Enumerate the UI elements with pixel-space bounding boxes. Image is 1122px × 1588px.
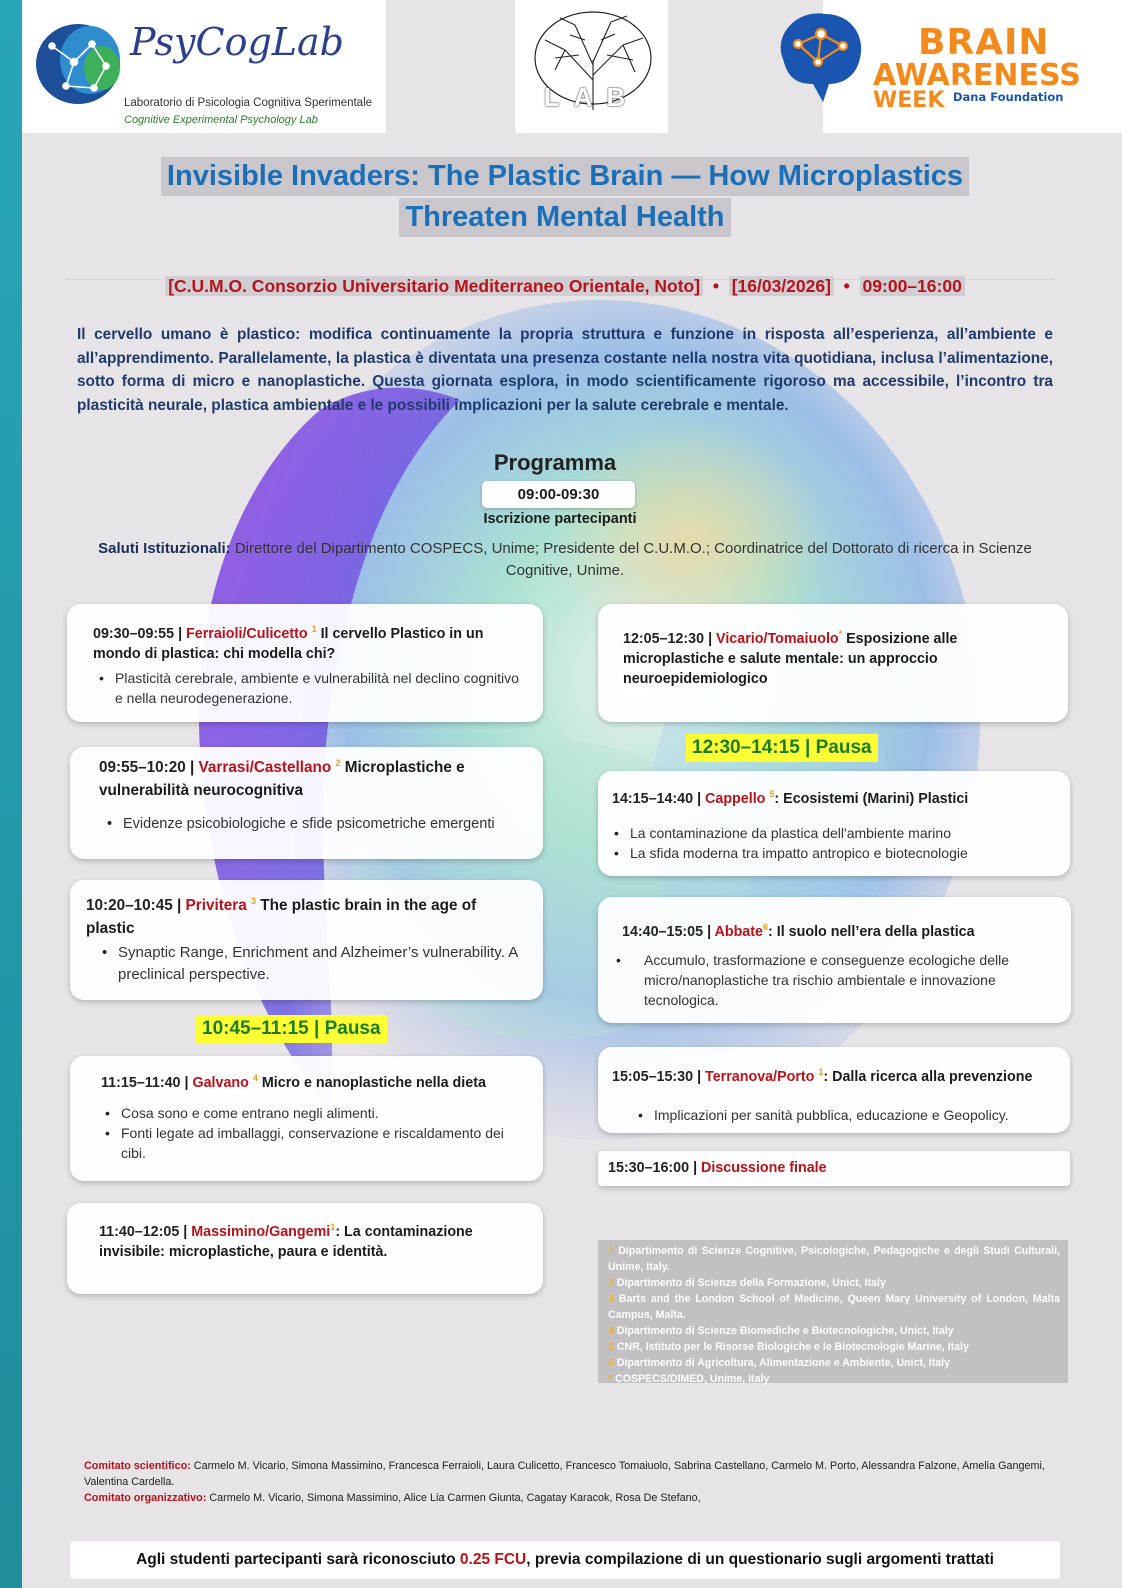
session-time: 15:05–15:30 (612, 1068, 694, 1085)
affiliation-number: 1 (608, 1245, 614, 1257)
affiliation-number: 5 (608, 1341, 614, 1353)
session-card-10 (598, 1151, 1070, 1186)
venue-sep-2: • (843, 276, 850, 296)
list-item: • Accumulo, trasformazione e conseguenze ecologiche delle micro/nanoplastiche tra rischio ambientale e innovazione tecnologica. (632, 950, 1051, 1010)
brain-network-icon (30, 16, 130, 112)
session-speaker: Galvano (192, 1074, 249, 1091)
list-item: • Cosa sono e come entrano negli alimenti. (121, 1103, 523, 1123)
affiliation-marker: 6 (762, 922, 768, 932)
session-bullets (86, 942, 523, 986)
affiliation-text: CNR, Istituto per le Risorse Biologiche e le Biotecnologie Marine, Italy (613, 1341, 969, 1353)
session-card-1 (67, 604, 543, 722)
session-sep: | (179, 1223, 192, 1240)
session-time: 14:40–15:05 (622, 923, 704, 940)
brain-network-icon (763, 4, 873, 104)
session-card-7 (598, 771, 1070, 876)
list-item: • La contaminazione da plastica dell'ambiente marino (630, 823, 1050, 843)
break-lunch: 12:30–14:15 | Pausa (686, 734, 878, 762)
scientific-committee (84, 1458, 1059, 1490)
session-time: 11:40–12:05 (99, 1223, 180, 1240)
organizing-committee-label: Comitato organizzativo: (84, 1492, 207, 1504)
psycoglab-subtitle-en: Cognitive Experimental Psychology Lab (124, 114, 318, 126)
list-item: • Fonti legate ad imballaggi, conservazione e riscaldamento dei cibi. (121, 1123, 523, 1163)
session-sep: | (180, 1074, 193, 1091)
intro-paragraph: Il cervello umano è plastico: modifica continuamente la propria struttura e funzione in risposta all’esperienza, all’ambiente e all’apprendimento. Parallelamente, la plastica è diventata una presenza costante nella nostra vita quotidiana, inclusa l’alimentazione, sotto forma di micro e nanoplastiche. Questa giornata esplora, in modo scientificamente rigoroso ma accessibile, l’incontro tra plasticità neurale, plastica ambientale e le possibili implicazioni per la salute cerebrale e mentale. (77, 326, 1053, 414)
session-speaker: Abbate (714, 923, 763, 940)
title-line-1: Invisible Invaders: The Plastic Brain — How Microplastics (161, 157, 969, 196)
tree-brain-icon (515, 0, 668, 133)
session-title: Microplastiche e vulnerabilità neurocognitiva (99, 759, 465, 800)
social-cognitive-lab-logo (515, 0, 668, 133)
session-speaker: Vicario/Tomaiuolo (716, 630, 839, 647)
credits-footer (70, 1541, 1060, 1579)
organizing-committee (84, 1490, 1059, 1506)
session-speaker: Terranova/Porto (705, 1068, 815, 1085)
scientific-committee-label: Comitato scientifico: (84, 1460, 191, 1472)
affiliation-item (608, 1275, 1060, 1291)
session-bullets (99, 814, 523, 834)
session-title: : Il suolo nell’era della plastica (768, 923, 975, 940)
brain-awareness-week-logo (823, 0, 1122, 133)
session-bullets (612, 1105, 1070, 1125)
registration-time: 09:00-09:30 (482, 481, 635, 508)
affiliation-text: Dipartimento di Scienze Biomediche e Biotecnologiche, Unict, Italy (613, 1325, 954, 1337)
venue-place: [C.U.M.O. Consorzio Universitario Mediterraneo Orientale, Noto] (165, 276, 703, 296)
venue-hours: 09:00–16:00 (860, 276, 965, 296)
affiliation-marker: 1 (311, 624, 317, 634)
session-title: : La contaminazione invisibile: microplastiche, paura e identità. (99, 1223, 473, 1260)
social-lab-text: LAB (543, 82, 640, 112)
baw-week: WEEK (873, 88, 945, 113)
psycoglab-logo (22, 0, 386, 133)
page-title (40, 157, 1090, 237)
list-item: • Implicazioni per sanità pubblica, educazione e Geopolicy. (654, 1105, 1070, 1125)
scientific-committee-members: Carmelo M. Vicario, Simona Massimino, Francesca Ferraioli, Laura Culicetto, Francesco Tomaiuolo, Sabrina Castellano, Carmelo M. Porto, Alessandra Falzone, Amelia Gangemi, Valentina Cardella. (84, 1460, 1045, 1488)
affiliation-number: 2 (608, 1277, 614, 1289)
list-item: • Synaptic Range, Enrichment and Alzheimer’s vulnerability. A preclinical perspective. (118, 942, 523, 986)
footer-text-pre: Agli studenti partecipanti sarà riconosciuto (136, 1551, 460, 1568)
affiliation-item (608, 1243, 1060, 1275)
affiliation-item (608, 1355, 1060, 1371)
session-sep: | (689, 1160, 702, 1176)
affiliation-text: COSPECS/DIMED, Unime, Italy (612, 1373, 770, 1385)
affiliation-text: Dipartimento di Agricoltura, Alimentazione e Ambiente, Unict, Italy (613, 1357, 951, 1369)
session-sep: | (703, 923, 715, 940)
session-sep: | (693, 790, 706, 807)
affiliation-marker: 5 (769, 789, 775, 799)
affiliation-marker: 3 (251, 896, 257, 906)
session-card-6 (598, 604, 1068, 722)
session-time: 15:30–16:00 (608, 1160, 690, 1176)
affiliation-marker: 1 (818, 1067, 824, 1077)
session-speaker: Ferraioli/Culicetto (186, 625, 308, 642)
affiliation-number: 6 (608, 1357, 614, 1369)
list-item: • Plasticità cerebrale, ambiente e vulnerabilità nel declino cognitivo e nella neurodegenerazione. (115, 668, 523, 708)
break-morning: 10:45–11:15 | Pausa (196, 1015, 387, 1043)
session-sep: | (172, 897, 186, 915)
affiliation-number: 3 (608, 1293, 614, 1305)
session-speaker: Privitera (185, 897, 247, 915)
session-time: 11:15–11:40 (101, 1074, 181, 1091)
institutional-greetings (85, 538, 1045, 582)
session-sep: | (693, 1068, 706, 1085)
session-bullets (622, 950, 1051, 1010)
session-speaker: Varrasi/Castellano (198, 759, 332, 777)
session-title: Il cervello Plastico in un mondo di plastica: chi modella chi? (93, 625, 484, 662)
session-card-8 (598, 897, 1071, 1023)
affiliation-marker: * (838, 629, 843, 639)
left-accent-bar (0, 0, 22, 1588)
committees (84, 1458, 1059, 1506)
registration-label: Iscrizione partecipanti (483, 511, 637, 527)
session-time: 14:15–14:40 (612, 790, 694, 807)
session-bullets (93, 668, 523, 708)
session-time: 09:30–09:55 (93, 625, 175, 642)
list-item: • La sfida moderna tra impatto antropico e biotecnologie (630, 843, 1050, 863)
session-time: 09:55–10:20 (99, 759, 186, 777)
affiliation-number: * (608, 1373, 613, 1385)
footer-text-post: , previa compilazione di un questionario sugli argomenti trattati (526, 1551, 994, 1568)
title-line-2: Threaten Mental Health (399, 198, 730, 237)
affiliation-marker: 4 (252, 1073, 258, 1083)
greetings-label: Saluti Istituzionali: (98, 540, 231, 557)
session-speaker: Discussione finale (701, 1160, 827, 1176)
psycoglab-subtitle-it: Laboratorio di Psicologia Cognitiva Sperimentale (124, 97, 373, 109)
session-speaker: Cappello (705, 790, 766, 807)
session-title: Micro e nanoplastiche nella dieta (257, 1074, 486, 1091)
footer-fcu: 0.25 FCU (459, 1551, 527, 1568)
affiliation-item (608, 1371, 1060, 1387)
session-card-2 (70, 747, 543, 859)
session-speaker: Massimino/Gangemi (191, 1223, 331, 1240)
affiliation-text: Dipartimento di Scienze della Formazione, Unict, Italy (613, 1277, 886, 1289)
session-time: 12:05–12:30 (623, 630, 705, 647)
event-venue-date (40, 276, 1090, 297)
baw-awareness: AWARENESS (873, 58, 1081, 93)
session-title: Esposizione alle microplastiche e salute mentale: un approccio neuroepidemiologico (623, 630, 958, 687)
list-item: • Evidenze psicobiologiche e sfide psicometriche emergenti (123, 814, 523, 834)
baw-dana: Dana Foundation (953, 90, 1064, 104)
affiliation-marker: 1 (330, 1222, 336, 1232)
affiliation-text: Dipartimento di Scienze Cognitive, Psicologiche, Pedagogiche e degli Studi Culturali, Unime, Italy. (608, 1245, 1060, 1273)
organizing-committee-members: Carmelo M. Vicario, Simona Massimino, Alice Lia Carmen Giunta, Cagatay Karacok, Rosa De Stefano, (206, 1492, 701, 1504)
session-title: : Ecosistemi (Marini) Plastici (774, 790, 969, 807)
venue-date: [16/03/2026] (729, 276, 834, 296)
session-card-5 (67, 1203, 543, 1294)
session-time: 10:20–10:45 (86, 897, 173, 915)
session-sep: | (704, 630, 717, 647)
session-card-9 (598, 1047, 1070, 1133)
psycoglab-name: PsyCogLab (130, 20, 345, 64)
affiliation-number: 4 (608, 1325, 614, 1337)
affiliation-item (608, 1291, 1060, 1323)
program-title: Programma (493, 450, 617, 475)
venue-sep-1: • (712, 276, 719, 296)
affiliation-item (608, 1323, 1060, 1339)
session-card-3 (70, 880, 543, 1000)
affiliation-marker: 2 (335, 758, 341, 768)
session-sep: | (174, 625, 187, 642)
affiliations-box (598, 1240, 1068, 1383)
greetings-text: Direttore del Dipartimento COSPECS, Unime; Presidente del C.U.M.O.; Coordinatrice del Dottorato di ricerca in Scienze Cognitive, Unime. (230, 540, 1032, 579)
session-title: : Dalla ricerca alla prevenzione (823, 1068, 1033, 1085)
session-bullets (101, 1103, 523, 1163)
session-sep: | (185, 759, 199, 777)
session-title: The plastic brain in the age of plastic (86, 897, 477, 938)
baw-brain: BRAIN (918, 22, 1050, 63)
affiliation-item (608, 1339, 1060, 1355)
affiliation-text: Barts and the London School of Medicine, Queen Mary University of London, Malta Campus, Malta. (608, 1293, 1060, 1321)
session-card-4 (70, 1056, 543, 1181)
session-bullets (612, 823, 1050, 863)
